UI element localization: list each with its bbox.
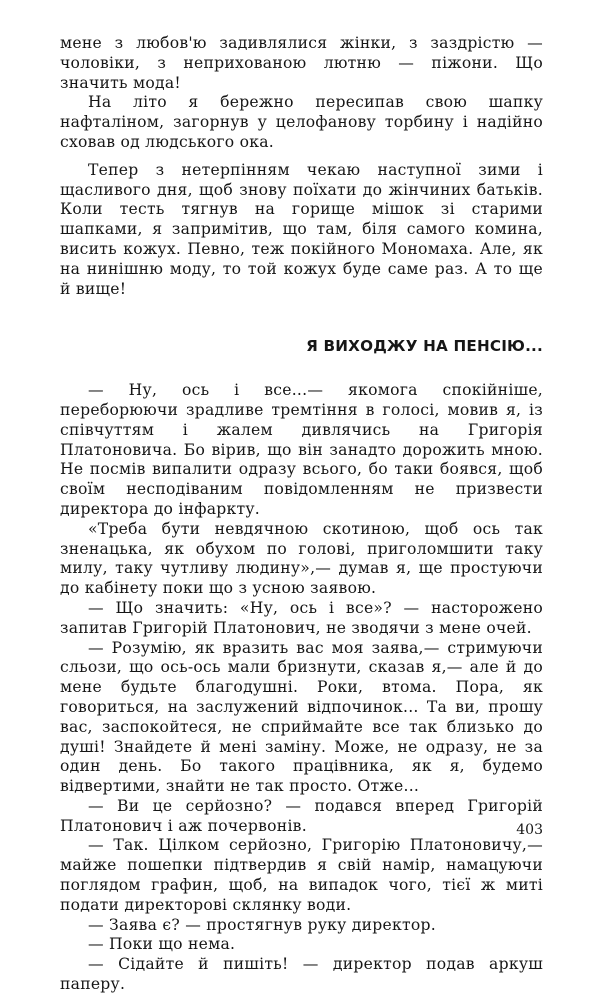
paragraph-1: мене з любов'ю задивлялися жінки, з заздрістю — чоловіки, з неприхованою лютню — піжони. Що значить мода! (60, 34, 543, 92)
paragraph-7: — Розумію, як вразить вас моя заява,— стримуючи сльози, що ось-ось мали бризнути, сказав я,— але й до мене будьте благодушні. Роки, втома. Пора, як говориться, на заслужений відпочинок... Та ви, прошу вас, заспокойтеся, не сприймайте все так близько до душі! Знайдете й мені заміну. Може, не одразу, не за один день. Бо такого працівника, як я, будемо відвертими, знайти не так просто. Отже... (60, 638, 543, 796)
page-number: 403 (516, 822, 543, 838)
paragraph-3: Тепер з нетерпінням чекаю наступної зими і щасливого дня, щоб знову поїхати до жінчиних батьків. Коли тесть тягнув на горище мішок зі старими шапками, я запримітив, що там, біля самого комина, висить кожух. Певно, теж покійного Мономаха. Але, як на нинішню моду, то той кожух буде саме раз. А то ще й вище! (60, 160, 543, 298)
page-text (60, 34, 543, 995)
paragraph-4: — Ну, ось і все...— якомога спокійніше, переборюючи зрадливе тремтіння в голосі, мовив я, із співчуттям і жалем дивлячись на Григорія Платоновича. Бо вірив, що він занадто дорожить мною. Не посмів випалити одразу всього, бо таки боявся, щоб своїм несподіваним повідомленням не призвести директора до інфаркту. (60, 381, 543, 518)
section-heading: Я ВИХОДЖУ НА ПЕНСІЮ... (306, 337, 543, 356)
paragraph-12: — Сідайте й пишіть! — директор подав аркуш паперу. (60, 955, 543, 994)
paragraph-6: — Що значить: «Ну, ось і все»? — насторожено запитав Григорій Платонович, не зводячи з мене очей. (60, 598, 543, 637)
paragraph-9: — Так. Цілком серйозно, Григорію Платоновичу,— майже пошепки підтвердив я свій намір, намацуючи поглядом графин, щоб, на випадок чого, тієї ж миті подати директорові склянку води. (60, 836, 543, 914)
paragraph-5: «Треба бути невдячною скотиною, щоб ось так зненацька, як обухом по голові, приголомшити таку милу, таку чутливу людину»,— думав я, ще простуючи до кабінету поки що з усною заявою. (60, 519, 543, 598)
paragraph-8: — Ви це серйозно? — подався вперед Григорій Платонович і аж почервонів. (60, 796, 543, 835)
paragraph-2: На літо я бережно пересипав свою шапку нафталіном, загорнув у целофанову торбину і надійно сховав од людського ока. (60, 93, 543, 151)
paragraph-11: — Поки що нема. (88, 935, 236, 954)
paragraph-10: — Заява є? — простягнув руку директор. (88, 915, 436, 934)
